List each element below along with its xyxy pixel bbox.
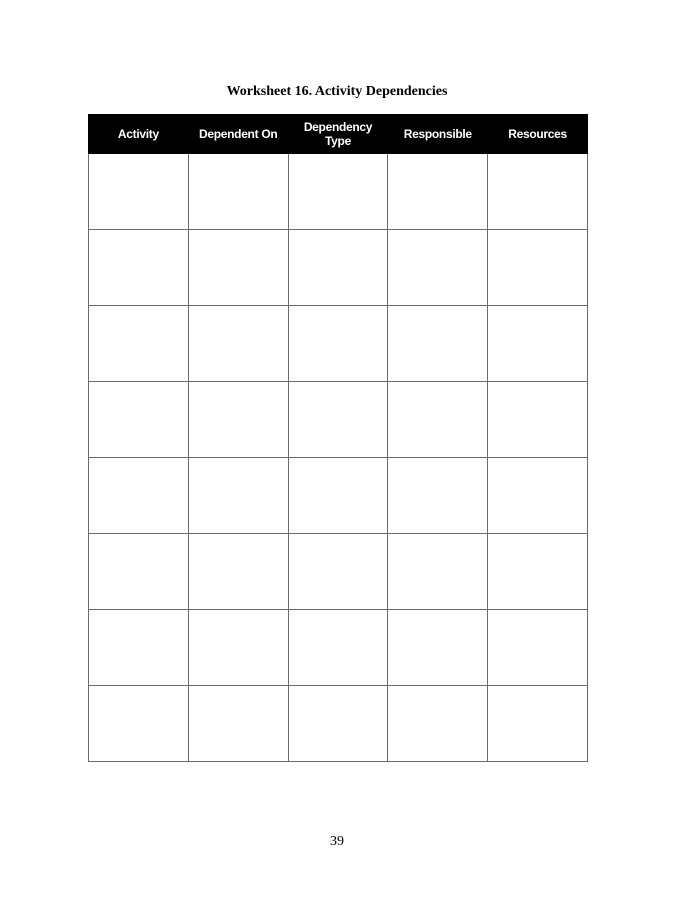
worksheet-title: Worksheet 16. Activity Dependencies: [226, 84, 448, 99]
cell-activity[interactable]: [89, 230, 189, 306]
cell-activity[interactable]: [89, 686, 189, 762]
cell-dependency-type[interactable]: [288, 458, 388, 534]
header-dependent-on: Dependent On: [188, 115, 288, 154]
cell-dependency-type[interactable]: [288, 534, 388, 610]
table-row: [89, 382, 588, 458]
cell-responsible[interactable]: [388, 458, 488, 534]
table-row: [89, 306, 588, 382]
table-body: [89, 154, 588, 762]
cell-dependent-on[interactable]: [188, 382, 288, 458]
cell-activity[interactable]: [89, 610, 189, 686]
cell-activity[interactable]: [89, 382, 189, 458]
cell-activity[interactable]: [89, 534, 189, 610]
table-row: [89, 610, 588, 686]
header-responsible: Responsible: [388, 115, 488, 154]
cell-dependent-on[interactable]: [188, 458, 288, 534]
header-resources: Resources: [488, 115, 588, 154]
cell-responsible[interactable]: [388, 534, 488, 610]
cell-dependency-type[interactable]: [288, 610, 388, 686]
cell-resources[interactable]: [488, 534, 588, 610]
table-row: [89, 154, 588, 230]
cell-resources[interactable]: [488, 306, 588, 382]
cell-dependent-on[interactable]: [188, 154, 288, 230]
cell-responsible[interactable]: [388, 610, 488, 686]
cell-resources[interactable]: [488, 382, 588, 458]
header-dependency-type: Dependency Type: [288, 115, 388, 154]
cell-dependent-on[interactable]: [188, 686, 288, 762]
cell-activity[interactable]: [89, 306, 189, 382]
cell-resources[interactable]: [488, 154, 588, 230]
cell-dependent-on[interactable]: [188, 610, 288, 686]
table-header-row: [89, 115, 588, 154]
cell-responsible[interactable]: [388, 306, 488, 382]
cell-resources[interactable]: [488, 686, 588, 762]
cell-dependency-type[interactable]: [288, 306, 388, 382]
cell-activity[interactable]: [89, 154, 189, 230]
cell-dependency-type[interactable]: [288, 382, 388, 458]
cell-activity[interactable]: [89, 458, 189, 534]
cell-responsible[interactable]: [388, 230, 488, 306]
cell-dependent-on[interactable]: [188, 230, 288, 306]
table-row: [89, 686, 588, 762]
activity-dependencies-table: [88, 114, 588, 762]
cell-resources[interactable]: [488, 230, 588, 306]
cell-dependency-type[interactable]: [288, 230, 388, 306]
cell-dependency-type[interactable]: [288, 686, 388, 762]
cell-responsible[interactable]: [388, 382, 488, 458]
table-row: [89, 458, 588, 534]
cell-dependent-on[interactable]: [188, 306, 288, 382]
cell-resources[interactable]: [488, 610, 588, 686]
cell-responsible[interactable]: [388, 686, 488, 762]
cell-resources[interactable]: [488, 458, 588, 534]
cell-dependency-type[interactable]: [288, 154, 388, 230]
table-row: [89, 534, 588, 610]
cell-dependent-on[interactable]: [188, 534, 288, 610]
page-number: 39: [330, 834, 344, 849]
table-row: [89, 230, 588, 306]
cell-responsible[interactable]: [388, 154, 488, 230]
header-activity: Activity: [89, 115, 189, 154]
